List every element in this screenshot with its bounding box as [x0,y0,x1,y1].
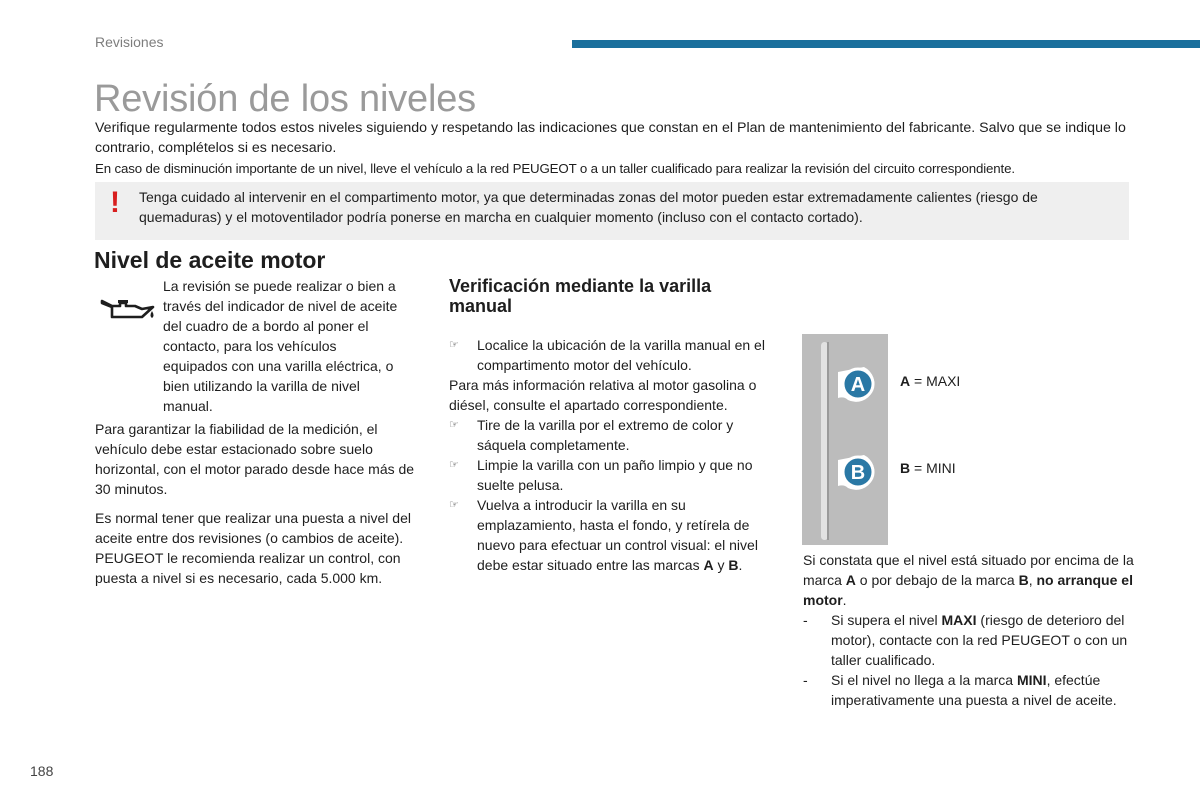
intro-paragraph: Verifique regularmente todos estos niveles siguiendo y respetando las indicaciones que constan en el Plan de mantenimiento del fabricante. Salvo que se indique lo contrario, complételos si es necesario. [95,120,1126,156]
dipstick-steps [449,335,784,575]
list-item [449,415,784,455]
level-warning-paragraph: Si constata que el nivel está situado por encima de la marca A o por debajo de la marca B, no arranque el motor. [803,552,1134,608]
legend-mini: B = MINI [900,460,956,476]
list-item-text: Si supera el nivel MAXI (riesgo de deterioro del motor), contacte con la red PEUGEOT o con un taller cualificado. [831,612,1128,668]
dash-bullet: - [803,612,808,628]
warning-text: Tenga cuidado al intervenir en el compartimento motor, ya que determinadas zonas del motor pueden estar extremadamente calientes (riesgo de quemaduras) y el motoventilador podría ponerse en marcha en cualquier momento (incluso con el contacto cortado). [139,189,1038,225]
page-title: Revisión de los niveles [94,78,476,120]
svg-text:A: A [850,374,866,396]
pointing-hand-icon: ☞ [449,419,459,431]
oil-can-icon [98,294,156,324]
note-text: Para más información relativa al motor gasolina o diésel, consulte el apartado correspondiente. [449,377,757,413]
legend-maxi: A = MAXI [900,373,961,389]
page-number: 188 [30,763,54,779]
intro-paragraph: En caso de disminución importante de un nivel, lleve el vehículo a la red PEUGEOT o a un taller cualificado para realizar la revisión del circuito correspondiente. [95,161,1015,176]
oil-check-condition: Para garantizar la fiabilidad de la medición, el vehículo debe estar estacionado sobre suelo horizontal, con el motor parado desde hace más de 30 minutos. [95,421,415,497]
step-text: Vuelva a introducir la varilla en su emplazamiento, hasta el fondo, y retírela de nuevo para efectuar un control visual: el nivel debe estar situado entre las marcas A y B. [477,497,758,573]
pointing-hand-icon: ☞ [449,339,459,351]
pointing-hand-icon: ☞ [449,499,459,511]
list-item [449,455,784,495]
oil-check-recommendation: Es normal tener que realizar una puesta a nivel del aceite entre dos revisiones (o cambios de aceite). PEUGEOT le recomienda realizar un control, con puesta a nivel si es necesario, cada 5.000 km. [95,510,411,586]
section-label: Revisiones [95,34,164,50]
list-item [449,335,784,375]
section-heading-dipstick: Verificación mediante la varilla manual [449,276,712,316]
section-heading-oil-level: Nivel de aceite motor [94,247,326,273]
list-item-text: Si el nivel no llega a la marca MINI, efectúe imperativamente una puesta a nivel de aceite. [831,672,1117,708]
oil-check-intro: La revisión se puede realizar o bien a través del indicador de nivel de aceite del cuadro de a bordo al poner el contacto, para los vehículos equipados con una varilla eléctrica, o bien utilizando la varilla de nivel manual. [163,278,398,414]
level-actions-list [803,610,1138,710]
step-text: Tire de la varilla por el extremo de color y sáquela completamente. [477,417,734,453]
dipstick-illustration [802,334,888,545]
list-item [803,670,1138,710]
step-text: Limpie la varilla con un paño limpio y que no suelte pelusa. [477,457,753,493]
warning-icon: ! [110,186,120,219]
svg-text:B: B [850,462,866,484]
list-item [449,495,784,575]
pointing-hand-icon: ☞ [449,459,459,471]
step-text: Localice la ubicación de la varilla manual en el compartimento motor del vehículo. [477,337,765,373]
list-note [449,375,784,415]
list-item [803,610,1138,670]
dash-bullet: - [803,672,808,688]
header-accent-bar [572,40,1200,48]
